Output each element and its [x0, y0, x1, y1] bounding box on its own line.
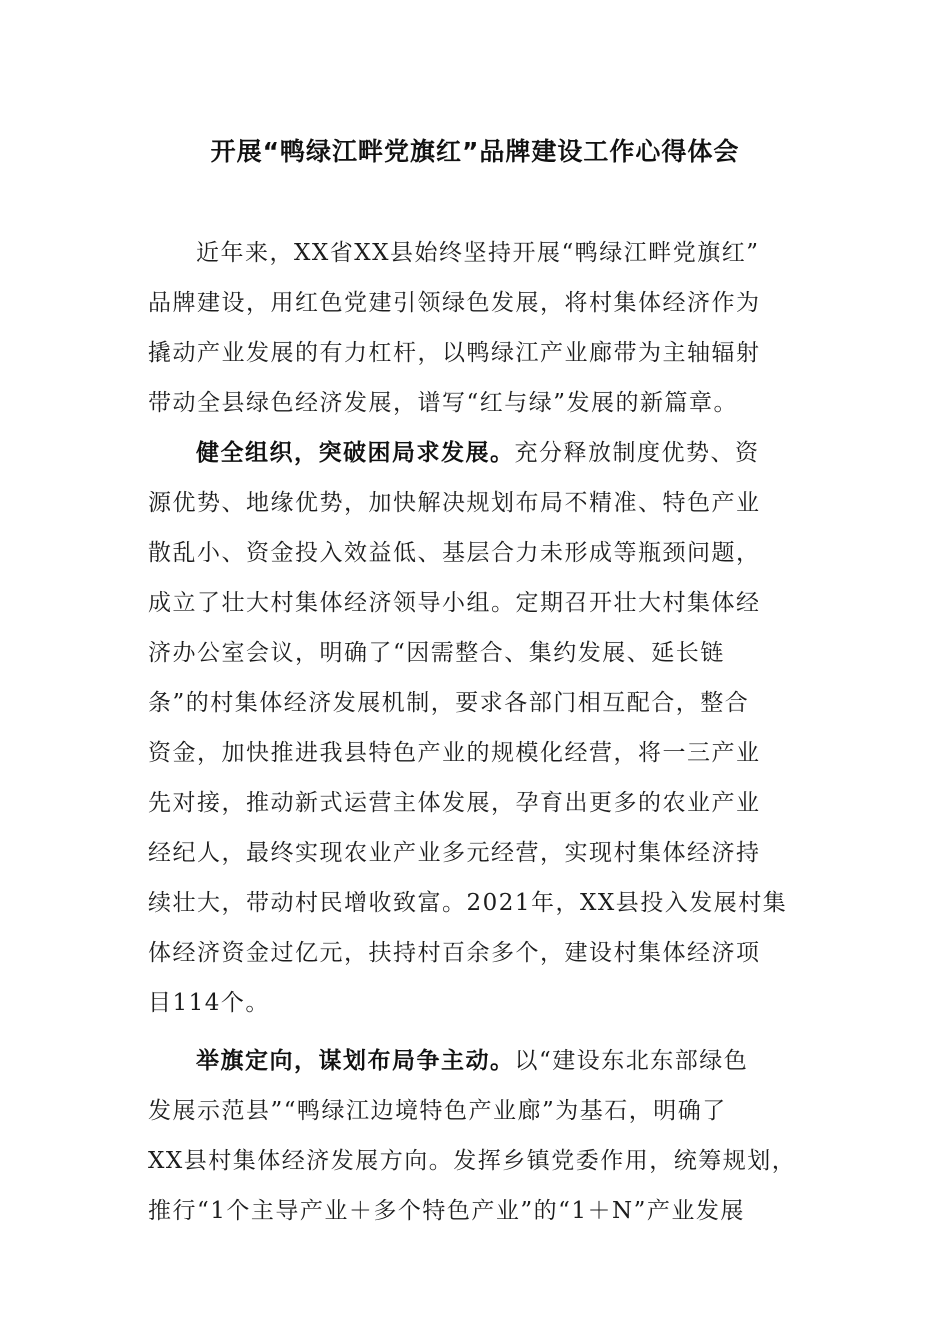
paragraph-organization: [148, 428, 802, 1028]
paragraph-lead-heading: 健全组织，突破困局求发展。: [196, 440, 515, 466]
paragraph-line: 品牌建设，用红色党建引领绿色发展，将村集体经济作为: [148, 290, 761, 316]
paragraph-line: 体经济资金过亿元，扶持村百余多个，建设村集体经济项: [148, 940, 761, 966]
paragraph-line: 资金，加快推进我县特色产业的规模化经营，将一三产业: [148, 740, 761, 766]
paragraph-line: 源优势、地缘优势，加快解决规划布局不精准、特色产业: [148, 490, 761, 516]
paragraph-line: 带动全县绿色经济发展，谱写“红与绿”发展的新篇章。: [148, 390, 739, 416]
paragraph-line: 条”的村集体经济发展机制，要求各部门相互配合，整合: [148, 690, 750, 716]
paragraph-line: 散乱小、资金投入效益低、基层合力未形成等瓶颈问题，: [148, 540, 761, 566]
paragraph-direction: [148, 1036, 802, 1236]
paragraph-line: 近年来，XX省XX县始终坚持开展“鸭绿江畔党旗红”: [196, 240, 760, 266]
paragraph-line: [148, 428, 802, 478]
paragraph-lead-heading: 举旗定向，谋划布局争主动。: [196, 1048, 515, 1074]
paragraph-line: 济办公室会议，明确了“因需整合、集约发展、延长链: [148, 640, 725, 666]
paragraph-line: 续壮大，带动村民增收致富。2021年，XX县投入发展村集: [148, 890, 788, 916]
document-body: [148, 228, 802, 1236]
paragraph-line-text: 充分释放制度优势、资: [514, 440, 760, 466]
document-title: 开展“鸭绿江畔党旗红”品牌建设工作心得体会: [210, 137, 740, 166]
paragraph-line: 先对接，推动新式运营主体发展，孕育出更多的农业产业: [148, 790, 761, 816]
paragraph-line: XX县村集体经济发展方向。发挥乡镇党委作用，统筹规划，: [148, 1148, 797, 1174]
paragraph-line: [148, 1036, 802, 1086]
paragraph-line: 目114个。: [148, 990, 270, 1016]
paragraph-line: 撬动产业发展的有力杠杆，以鸭绿江产业廊带为主轴辐射: [148, 340, 761, 366]
paragraph-line: 成立了壮大村集体经济领导小组。定期召开壮大村集体经: [148, 590, 761, 616]
paragraph-line: 推行“1个主导产业＋多个特色产业”的“1＋N”产业发展: [148, 1198, 745, 1224]
paragraph-spacer: [148, 1028, 802, 1036]
paragraph-line-text: 以“建设东北东部绿色: [514, 1048, 749, 1074]
paragraph-line: 经纪人，最终实现农业产业多元经营，实现村集体经济持: [148, 840, 761, 866]
paragraph-line: 发展示范县”“鸭绿江边境特色产业廊”为基石，明确了: [148, 1098, 727, 1124]
paragraph-intro: [148, 228, 802, 428]
